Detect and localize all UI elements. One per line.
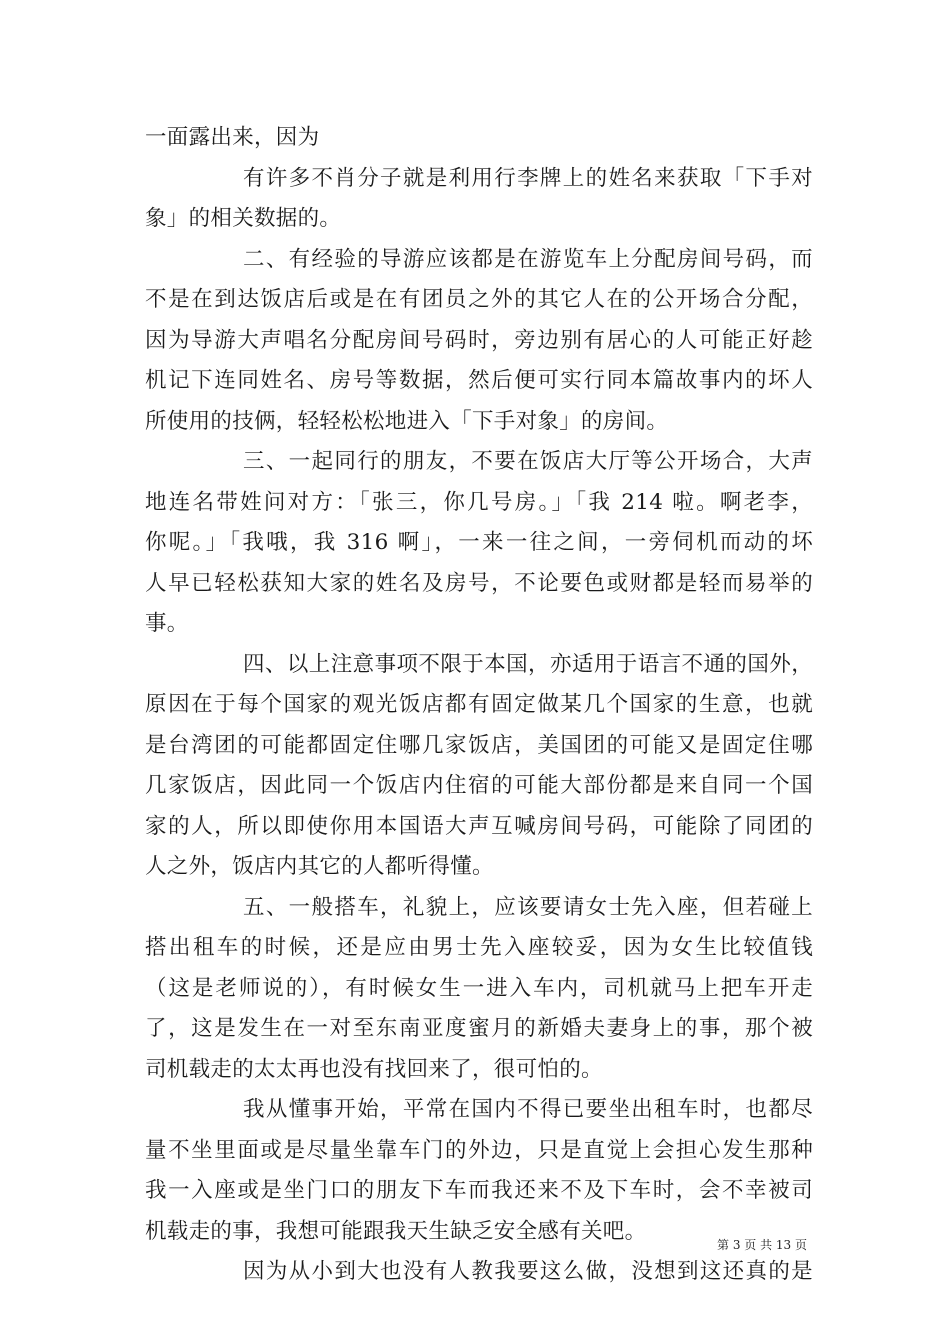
- text-line: 地连名带姓问对方：「张三，你几号房。」「我 214 啦。啊老李，: [145, 489, 813, 515]
- text-line: 我从懂事开始，平常在国内不得已要坐出租车时，也都尽: [243, 1097, 813, 1122]
- text-line: 事。: [145, 611, 189, 636]
- text-line: 家的人，所以即使你用本国语大声互喊房间号码，可能除了同团的: [145, 813, 813, 839]
- text-line: 我一入座或是坐门口的朋友下车而我还来不及下车时，会不幸被司: [145, 1178, 813, 1203]
- text-line: （这是老师说的），有时候女生一进入车内，司机就马上把车开走: [145, 975, 813, 1001]
- text-line: 不是在到达饭店后或是在有团员之外的其它人在的公开场合分配，: [145, 287, 813, 312]
- text-line: 三、一起同行的朋友，不要在饭店大厅等公开场合，大声: [243, 449, 813, 474]
- text-line: 象」的相关数据的。: [145, 206, 342, 231]
- text-line: 搭出租车的时候，还是应由男士先入座较妥，因为女生比较值钱: [145, 935, 813, 960]
- text-line: 原因在于每个国家的观光饭店都有固定做某几个国家的生意，也就: [145, 692, 813, 717]
- text-line: 二、有经验的导游应该都是在游览车上分配房间号码，而: [243, 246, 813, 272]
- text-line: 机记下连同姓名、房号等数据，然后便可实行同本篇故事内的坏人: [145, 368, 813, 393]
- text-line: 有许多不肖分子就是利用行李牌上的姓名来获取「下手对: [243, 165, 813, 191]
- text-line: 人早已轻松获知大家的姓名及房号，不论要色或财都是轻而易举的: [145, 570, 813, 596]
- text-line: 了，这是发生在一对至东南亚度蜜月的新婚夫妻身上的事，那个被: [145, 1016, 813, 1041]
- text-line: 人之外，饭店内其它的人都听得懂。: [145, 854, 494, 879]
- text-line: 一面露出来，因为: [145, 125, 320, 150]
- page-number-footer: 第 3 页 共 13 页: [717, 1238, 807, 1252]
- document-body: [145, 118, 813, 1293]
- text-line: 几家饭店，因此同一个饭店内住宿的可能大部份都是来自同一个国: [145, 773, 813, 798]
- text-line: 你呢。」「我哦，我 316 啊」，一来一往之间，一旁伺机而动的坏: [145, 530, 813, 555]
- text-line: 是台湾团的可能都固定住哪几家饭店，美国团的可能又是固定住哪: [145, 732, 813, 758]
- text-line: 四、以上注意事项不限于本国，亦适用于语言不通的国外，: [243, 651, 813, 677]
- text-line: 因为导游大声唱名分配房间号码时，旁边别有居心的人可能正好趁: [145, 327, 813, 353]
- text-line: 司机载走的太太再也没有找回来了，很可怕的。: [145, 1056, 603, 1082]
- text-line: 机载走的事，我想可能跟我天生缺乏安全感有关吧。: [145, 1218, 647, 1244]
- text-line: 所使用的技俩，轻轻松松地进入「下手对象」的房间。: [145, 408, 669, 434]
- text-line: 因为从小到大也没有人教我要这么做，没想到这还真的是: [243, 1259, 813, 1284]
- text-line: 量不坐里面或是尽量坐靠车门的外边，只是直觉上会担心发生那种: [145, 1137, 813, 1163]
- text-line: 五、一般搭车，礼貌上，应该要请女士先入座，但若碰上: [243, 894, 813, 920]
